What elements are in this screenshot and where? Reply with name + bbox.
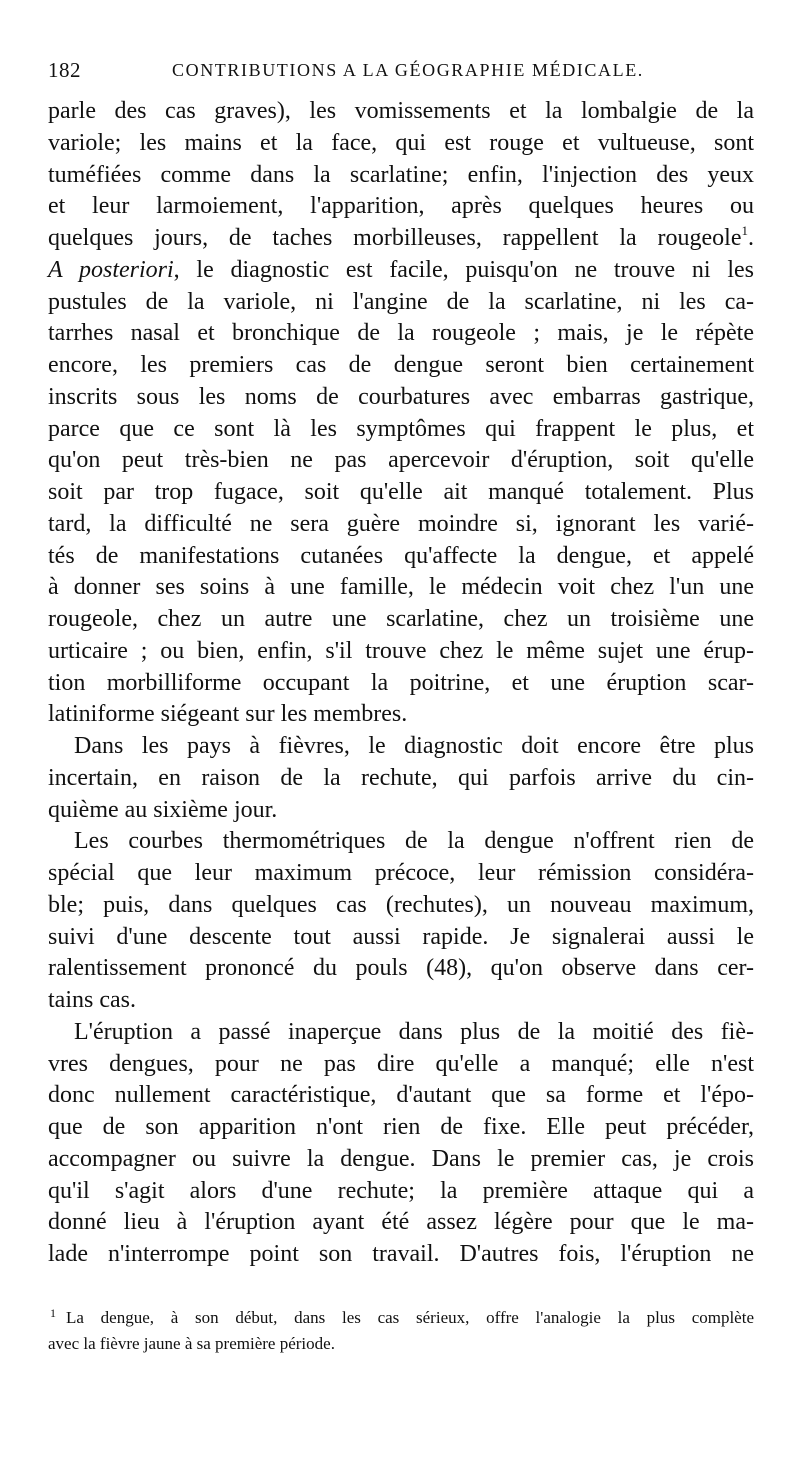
text-line: [48, 255, 754, 287]
footnote-text: La dengue, à son début, dans les cas sérieux, offre l'analogie la plus complète: [66, 1308, 754, 1327]
paragraph-start-line: Les courbes thermométriques de la dengue n'offrent rien de: [74, 828, 754, 855]
running-title: CONTRIBUTIONS A LA GÉOGRAPHIE MÉDICALE.: [172, 60, 644, 80]
text-line: parle des cas graves), les vomissements et la lombalgie de la: [48, 98, 754, 124]
footnote-line: [48, 1300, 754, 1331]
text-line: latiniforme siégeant sur les membres.: [48, 701, 408, 728]
text-line: ralentissement prononcé du pouls (48), qu'on observe dans cer-: [48, 955, 754, 982]
text-line: qu'il s'agit alors d'une rechute; la première attaque qui a: [48, 1177, 754, 1204]
text-line: vres dengues, pour ne pas dire qu'elle a manqué; elle n'est: [48, 1050, 754, 1077]
text-line: tains cas.: [48, 987, 136, 1013]
text-line: lade n'interrompe point son travail. D'autres fois, l'éruption ne: [48, 1241, 754, 1267]
text-line: tés de manifestations cutanées qu'affecte la dengue, et appelé: [48, 542, 754, 569]
text-line: tuméfiées comme dans la scarlatine; enfin, l'injection des yeux: [48, 161, 754, 188]
footnote-reference: 1: [741, 223, 748, 238]
footnote-line: avec la fièvre jaune à sa première période.: [48, 1334, 335, 1353]
text-line: ble; puis, dans quelques cas (rechutes), un nouveau maximum,: [48, 891, 754, 918]
text-line: qu'on peut très-bien ne pas apercevoir d'éruption, soit qu'elle: [48, 447, 754, 474]
text-line: spécial que leur maximum précoce, leur rémission considéra-: [48, 860, 754, 886]
text-line: parce que ce sont là les symptômes qui frappent le plus, et: [48, 415, 754, 442]
text-line: rougeole, chez un autre une scarlatine, chez un troisième une: [48, 606, 754, 632]
text-line: suivi d'une descente tout aussi rapide. Je signalerai aussi le: [48, 923, 754, 950]
line-text: , le diagnostic est facile, puisqu'on ne trouve ni les: [173, 256, 755, 283]
text-line: donc nullement caractéristique, d'autant que sa forme et l'épo-: [48, 1082, 754, 1109]
line-text: quelques jours, de taches morbilleuses, rappellent la rougeole: [48, 225, 742, 251]
text-line: incertain, en raison de la rechute, qui parfois arrive du cin-: [48, 764, 754, 791]
text-line: que de son apparition n'ont rien de fixe. Elle peut précéder,: [48, 1114, 754, 1140]
page-header: [48, 58, 750, 88]
text-line: tion morbilliforme occupant la poitrine, et une éruption scar-: [48, 669, 754, 696]
text-line: tard, la difficulté ne sera guère moindre si, ignorant les varié-: [48, 510, 754, 537]
footnote-marker: 1: [50, 1306, 56, 1320]
text-line: quième au sixième jour.: [48, 796, 278, 823]
text-line: urticaire ; ou bien, enfin, s'il trouve chez le même sujet une érup-: [48, 637, 754, 664]
line-end: .: [748, 225, 754, 251]
text-line: donné lieu à l'éruption ayant été assez légère pour que le ma-: [48, 1209, 754, 1236]
italic-phrase: A posteriori: [48, 256, 174, 283]
text-line: et leur larmoiement, l'apparition, après quelques heures ou: [48, 193, 754, 220]
body-text: [48, 96, 754, 1271]
paragraph-start-line: L'éruption a passé inaperçue dans plus de la moitié des fiè-: [74, 1018, 754, 1045]
text-line: à donner ses soins à une famille, le médecin voit chez l'un une: [48, 574, 754, 601]
text-line: encore, les premiers cas de dengue seront bien certainement: [48, 352, 754, 378]
text-line: inscrits sous les noms de courbatures avec embarras gastrique,: [48, 383, 754, 410]
paragraph-start-line: Dans les pays à fièvres, le diagnostic doit encore être plus: [74, 733, 754, 759]
text-line: [48, 223, 754, 255]
footnote: [48, 1300, 754, 1357]
text-line: accompagner ou suivre la dengue. Dans le premier cas, je crois: [48, 1145, 754, 1172]
text-line: soit par trop fugace, soit qu'elle ait manqué totalement. Plus: [48, 479, 754, 505]
text-line: tarrhes nasal et bronchique de la rougeole ; mais, je le répète: [48, 320, 754, 347]
text-line: pustules de la variole, ni l'angine de la scarlatine, ni les ca-: [48, 288, 754, 315]
page-number: 182: [48, 58, 81, 82]
text-line: variole; les mains et la face, qui est rouge et vultueuse, sont: [48, 129, 754, 156]
